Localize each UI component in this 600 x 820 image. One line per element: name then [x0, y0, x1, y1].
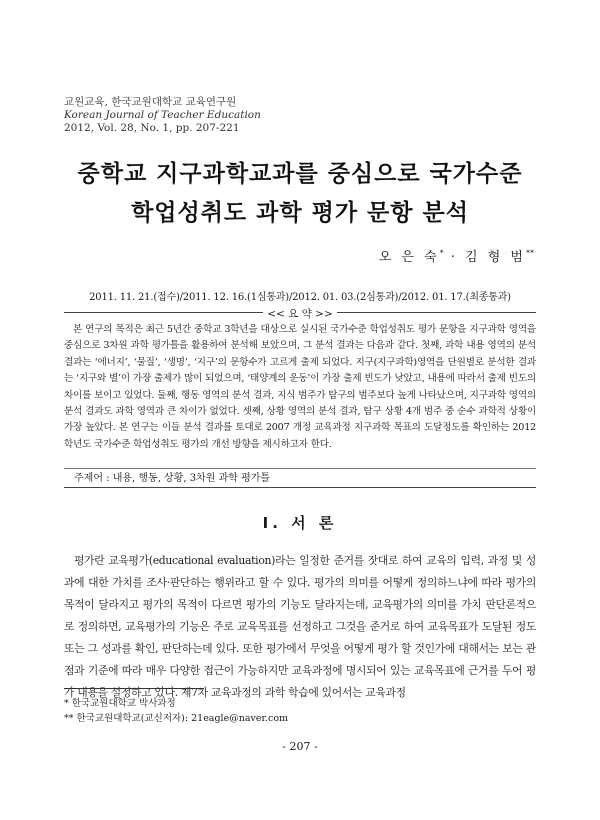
footnote-1: * 한국교원대학교 박사과정: [64, 698, 176, 709]
author-1-mark: *: [439, 248, 444, 258]
footnote-2: ** 한국교원대학교(교신저자): 21eagle@naver.com: [64, 713, 289, 724]
author-1: 오 은 숙: [378, 250, 440, 265]
review-dates: 2011. 11. 21.(접수)/2011. 12. 16.(1심통과)/2012. 01. 03.(2심통과)/2012. 01. 17.(최종통과): [89, 292, 511, 303]
abstract-text: 본 연구의 목적은 최근 5년간 중학교 3학년을 대상으로 실시된 국가수준 학업성취도 평가 문항을 지구과학 영역을 중심으로 3차원 과학 평가틀을 활용하여 분석해 보았으며, 그 분석 결과는 다음과 같다. 첫째, 과학 내용 영역의 분석 결과는 ‘에너지’, ‘물질’, ‘생명’, ‘지구’의 문항수가 고르게 출제 되었다. 지구(지구과학)영역을 단원별로 분석한 결과는 ‘지구와 별’이 가장 출제가 많이 되었으며, ‘태양계의 운동’이 가장 출제 빈도가 낮았고, 내용에 따라서 출제 빈도의 차이를 보이고 있었다. 둘째, 행동 영역의 분석 결과, 지식 범주가 탐구의 범주보다 높게 나타났으며, 지구과학 영역의 분석 결과도 과학 영역과 큰 차이가 없었다. 셋째, 상황 영역의 분석 결과, 탐구 상황 4개 범주 중 순수 과학적 상황이 가장 높았다. 본 연구는 이들 분석 결과를 토대로 2007 개정 교육과정 지구과학 목표의 도달정도를 확인하는 2012학년도 국가수준 학업성취도 평가의 개선 방향을 제시하고자 한다.: [64, 324, 536, 450]
author-2: 김 형 범: [465, 250, 526, 265]
body-text: [64, 550, 536, 704]
body-paragraph: 평가란 교육평가(educational evaluation)라는 일정한 준거를 잣대로 하여 교육의 입력, 과정 및 성과에 대한 가치를 조사·판단하는 행위라고 할 수 있다. 평가의 의미를 어떻게 정의하느냐에 따라 평가의 목적이 달라지고 평가의 목적이 다르면 평가의 기능도 달라지는데, 교육평가의 의미를 가치 판단론적으로 정의하면, 교육평가의 기능은 주로 교육목표를 선정하고 그것을 준거로 하여 교육목표가 도달된 정도 또는 그 성과를 확인, 판단하는데 있다. 또한 평가에서 무엇을 어떻게 평가 할 것인가에 대해서는 보는 관점과 기준에 따라 매우 다양한 접근이 가능하지만 교육과정에 명시되어 있는 교육목표에 근거를 두어 평가 내용을 설정하고 있다. 제7차 교육과정의 과학 학습에 있어서는 교육과정: [64, 554, 536, 699]
abstract: [64, 322, 536, 453]
author-2-mark: **: [526, 248, 534, 258]
paper-title-line-2: 학업성취도 과학 평가 문항 분석: [131, 200, 469, 226]
journal-volume: 2012, Vol. 28, No. 1, pp. 207-221: [64, 122, 240, 134]
journal-name-korean: 교원교육, 한국교원대학교 교육연구원: [64, 96, 237, 108]
authors: [379, 246, 534, 265]
abstract-heading-text: << 요 약 >>: [263, 308, 337, 320]
footnotes: [64, 696, 288, 726]
footnote-rule: [64, 688, 204, 689]
journal-info: [64, 96, 261, 135]
page-number: - 207 -: [282, 740, 318, 753]
author-separator: ·: [450, 250, 466, 265]
journal-name-english: Korean Journal of Teacher Education: [64, 109, 261, 121]
keywords: 주제어 : 내용, 행동, 상황, 3차원 과학 평가틀: [64, 468, 536, 488]
section-title: I. 서 론: [262, 514, 338, 532]
paper-title-line-1: 중학교 지구과학교과를 중심으로 국가수준: [77, 161, 523, 187]
abstract-heading: [0, 306, 600, 321]
